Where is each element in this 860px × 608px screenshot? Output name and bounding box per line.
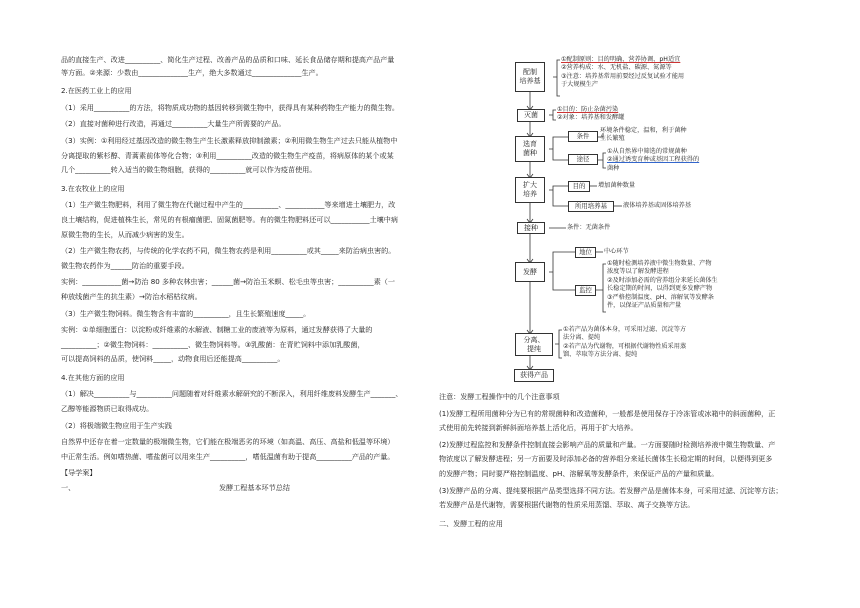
text-line: 品的直接生产、改进__________、简化生产过程、改善产品的品质和口味、延长食品储存期和提高产品产量 [61,55,395,64]
medium-note: ②营养构成：水、无机盐、碳源、氮源等 [561,64,672,72]
medium-note: ③注意：培养基常用前要经过反复试验才能用 [561,72,685,80]
section-heading: 4.在其他方面的应用 [61,372,125,382]
expand-medium-label: 所用培养基 [568,201,614,212]
select-way: ①从自然界中筛选的常规菌种 [607,148,687,155]
expand-medium: 液体培养基或固体培养基 [623,202,692,209]
select-way: 菌种 [607,164,620,172]
text-line: 实例：①单细胞蛋白：以淀粉或纤维素的水解液、制糖工业的废液等为原料，通过发酵获得了大量的 [61,325,373,335]
text-line: 若发酵产品是代谢物，需要根据代谢物的性质采用蒸馏、萃取、离子交换等方法。 [439,500,695,510]
separate-note: 馏、萃取等方法分离、提纯 [563,351,638,359]
text-line: 实例：___________菌→防治 80 多种农林虫害；______菌→防治玉米螟、松毛虫等虫害；__________素（一 [61,277,395,287]
text-line: （3）生产微生物饲料。微生物含有丰富的__________，且生长繁殖速度_____。 [61,308,311,318]
sterilize-note: ②对象：培养基和发酵罐 [557,114,625,122]
step-inoculate: 接种 [517,222,545,234]
text-line: （3）实例：①利用经过基因改造的微生物生产生长激素释放抑制激素；②利用微生物生产过去只能从植物中 [61,135,398,145]
section-heading: 2.在医药工业上的应用 [61,86,132,96]
step-sterilize: 灭菌 [517,109,545,122]
step-prepare-medium: 配制 培养基 [515,62,545,92]
text-line: 式使用前先转接到新鲜斜面培养基上活化后，再用于扩大培养。 [439,423,638,433]
separate-notes [563,326,693,360]
ferment-monitor-label: 监控 [575,285,596,296]
text-line: (2)发酵过程监控和发酵条件控制直接会影响产品的质量和产量。一方面要随时检测培养液中微生物数量、产 [439,439,776,449]
inoculate-note: 条件：无菌条件 [567,224,611,231]
right-text-block [439,391,805,530]
sterilize-note: ①目的：防止杂菌污染 [557,106,619,113]
section-heading: 3.在农牧业上的应用 [61,183,125,193]
text-line: (3)发酵产品的分离、提纯要根据产品类型选择不同方法。若发酵产品是菌体本身，可采用过滤、沉淀等方法； [439,485,783,495]
text-line: （2）将极端微生物应用于生产实践 [61,420,172,430]
select-way: ②通过诱变育种或基因工程获得的 [607,156,700,164]
summary-title: 发酵工程基本环节总结 [219,483,290,493]
text-line: 可以提高饲料的品质，使饲料_____，动物食用后还能提高__________。 [61,354,285,364]
text-line: 良土壤结构，促进植株生长，常见的有根瘤菌肥、固氮菌肥等。有的微生物肥料还可以___________土壤中病 [61,214,398,224]
monitor-note: 浓度等以了解发酵进程 [607,268,669,276]
monitor-note: ②及时添加必需的营养组分来延长菌体生 [607,276,718,284]
select-ways-label: 途径 [568,154,598,165]
monitor-note: 件，以保证产品质量和产量 [607,302,682,310]
text-line: 中正常生活。例如嗜热菌、嗜盐菌可以用来生产__________，嗜低温菌有助于提高__________产品的产量。 [61,451,395,461]
medium-note: 于大规模生产 [561,81,599,89]
expand-goal: 增加菌种数量 [598,182,636,189]
step-obtain-product: 获得产品 [514,369,554,382]
text-line: 物浓度以了解发酵进程；另一方面要及时添加必备的营养组分来延长菌体生长稳定期的时间，以便得到更多 [439,454,773,464]
separate-note: ②若产品为代谢物，可根据代谢物性质采用蒸 [563,342,687,350]
select-conditions: 环境条件稳定，温和，利于菌种生长繁殖 [600,127,687,143]
text-line: （1）生产微生物肥料，利用了微生物在代谢过程中产生的__________、___________等来增进土壤肥力，改 [61,200,396,210]
section-heading: 二、发酵工程的应用 [439,518,503,528]
text-line: 几个__________转入适当的微生物细胞，获得的__________就可以作为疫苗使用。 [61,165,317,175]
step-expand-culture: 扩大 培养 [515,177,545,203]
text-line: 乙醇等能源物质已取得成功。 [61,404,154,414]
separate-note: 法分离、提纯 [563,334,601,342]
medium-notes [561,56,721,90]
select-conditions-label: 条件 [568,131,598,142]
select-ways [607,148,717,173]
step-select-strain: 选育 菌种 [515,136,545,162]
text-line: 分离提取的紫杉醇、青蒿素前体等化合物；③利用__________改造的微生物生产疫苗，将病原体的某个或某 [61,150,394,160]
step-separate-purify: 分离、 提纯 [515,333,553,356]
text-line: （2）直接对菌种进行改造，再通过__________大量生产所需要的产品。 [61,119,286,129]
text-line: __________；②微生物饲料：__________、微生物饲料等。③乳酸菌：在青贮饲料中添加乳酸菌， [61,339,365,349]
text-line: 原微生物的生长，从而减少病害的发生。 [61,229,189,239]
text-line: （1）解决__________与__________问题随着对纤维素水解研究的不断深入，利用纤维废料发酵生产_______、 [61,389,403,399]
ferment-monitor [607,260,727,310]
guide-label: 【导学案】 [61,468,97,478]
notes-heading: 注意：发酵工程操作中的几个注意事项 [439,392,560,401]
expand-goal-label: 目的 [568,181,590,192]
text-line: 等方面。②来源：少数由______________生产，绝大多数通过______________生产。 [61,67,323,77]
monitor-note: ③严格控制温度、pH、溶解氧等发酵条 [607,293,714,301]
ferment-position-label: 地位 [575,247,596,258]
text-line: (1)发酵工程所用菌种分为已有的常规菌种和改造菌种，一般都是使用保存于冷冻管或冰箱中的斜面菌种，正 [439,408,776,418]
sterilize-notes [557,106,677,123]
ferment-position: 中心环节 [604,248,629,255]
text-line: （1）采用__________的方法，将物质成功物的基因转移到微生物中，获得具有某种药物生产能力的微生物。 [61,102,399,112]
section-number: 一、 [61,483,76,493]
monitor-note: 长稳定期的时间，以得到更多发酵产物 [607,285,713,293]
text-line: 种放线菌产生的抗生素）→防治水稻枯纹病。 [61,291,202,301]
separate-note: ①若产品为菌体本身，可采用过滤、沉淀等方 [563,326,687,333]
text-line: 微生物农药作为______防治的重要手段。 [61,260,189,270]
text-line: 自然界中还存在着一定数量的极端微生物，它们能在极端恶劣的环境（如高温、高压、高盐和低温等环境） [61,437,395,447]
step-ferment: 发酵 [515,262,545,282]
monitor-note: ①随时检测培养液中微生物数量、产物 [607,260,712,267]
text-line: （2）生产微生物农药，与传统的化学农药不同，微生物农药是利用__________或其_____来防治病虫害的。 [61,246,396,256]
text-line: 的发酵产物；同时要严格控制温度、pH、溶解氧等发酵条件，来保证产品的产量和质量。 [439,468,719,478]
medium-note: ①配制原则：目的明确、营养协调、pH适宜 [561,56,681,63]
